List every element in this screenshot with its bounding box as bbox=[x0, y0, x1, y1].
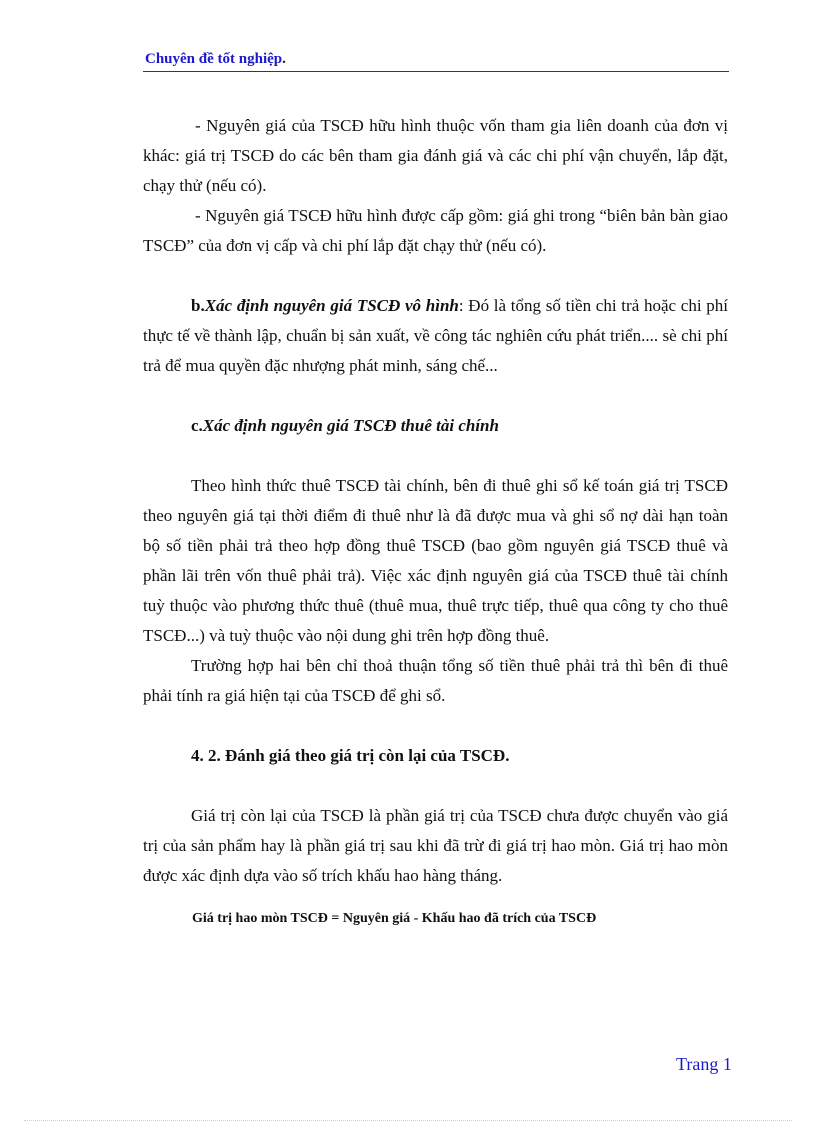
spacer bbox=[143, 381, 728, 411]
paragraph-von-lien-doanh: - Nguyên giá của TSCĐ hữu hình thuộc vốn tham gia liên doanh của đơn vị khác: giá trị TSCĐ do các bên tham gia đánh giá và các chi phí vận chuyển, lắp đặt, chạy thử (nếu có). bbox=[143, 116, 728, 195]
paragraph-truong-hop: Trường hợp hai bên chỉ thoả thuận tổng số tiền thuê phải trả thì bên đi thuê phải tính ra giá hiện tại của TSCĐ để ghi sổ. bbox=[143, 656, 728, 705]
section-c-title: Xác định nguyên giá TSCĐ thuê tài chính bbox=[202, 416, 499, 435]
section-b-heading: Xác định nguyên giá TSCĐ vô hình bbox=[204, 296, 459, 315]
section-b-prefix: b. bbox=[191, 296, 205, 315]
paragraph-vo-hinh bbox=[143, 291, 728, 381]
section-b-text: : Đó là tổng số tiền chi trả hoặc chi phí thực tế về thành lập, chuẩn bị sản xuất, về công tác nghiên cứu phát triển.... sè chi phí trả để mua quyền đặc nhượng phát minh, sáng chế... bbox=[143, 296, 728, 375]
section-c-prefix: c. bbox=[191, 416, 203, 435]
paragraph-gia-tri-con-lai: Giá trị còn lại của TSCĐ là phần giá trị của TSCĐ chưa được chuyển vào giá trị của sản phẩm hay là phần giá trị sau khi đã trừ đi giá trị hao mòn. Giá trị hao mòn được xác định dựa vào số trích khấu hao hàng tháng. bbox=[143, 806, 728, 885]
header-title-text: Chuyên đề tốt nghiệp bbox=[145, 51, 283, 67]
section-c-heading bbox=[143, 411, 728, 441]
paragraph-thue-tai-chinh: Theo hình thức thuê TSCĐ tài chính, bên đi thuê ghi sổ kế toán giá trị TSCĐ theo nguyên giá tại thời điểm đi thuê như là đã được mua và ghi sổ nợ dài hạn toàn bộ số tiền phải trả theo hợp đồng thuê TSCĐ (bao gồm nguyên giá TSCĐ thuê và phần lãi trên vốn thuê phải trả). Việc xác định nguyên giá của TSCĐ thuê tài chính tuỳ thuộc vào phương thức thuê (thuê mua, thuê trực tiếp, thuê qua công ty cho thuê TSCĐ...) và tuỳ thuộc vào nội dung ghi trên hợp đồng thuê. bbox=[143, 476, 728, 645]
paragraph-duoc-cap: - Nguyên giá TSCĐ hữu hình được cấp gồm: giá ghi trong “biên bản bàn giao TSCĐ” của đơn vị cấp và chi phí lắp đặt chạy thử (nếu có). bbox=[143, 206, 728, 255]
document-body bbox=[143, 111, 728, 929]
spacer bbox=[143, 891, 728, 909]
spacer bbox=[143, 771, 728, 801]
header-title bbox=[145, 51, 286, 68]
spacer bbox=[143, 441, 728, 471]
header-rule bbox=[143, 71, 729, 72]
spacer bbox=[143, 261, 728, 291]
page-number: Trang 1 bbox=[676, 1054, 732, 1074]
formula-hao-mon: Giá trị hao mòn TSCĐ = Nguyên giá - Khấu hao đã trích của TSCĐ bbox=[192, 911, 597, 926]
bottom-dotted-line bbox=[24, 1120, 792, 1121]
section-4-2-heading: 4. 2. Đánh giá theo giá trị còn lại của TSCĐ. bbox=[191, 746, 510, 765]
header-title-suffix: . bbox=[282, 51, 286, 67]
spacer bbox=[143, 711, 728, 741]
